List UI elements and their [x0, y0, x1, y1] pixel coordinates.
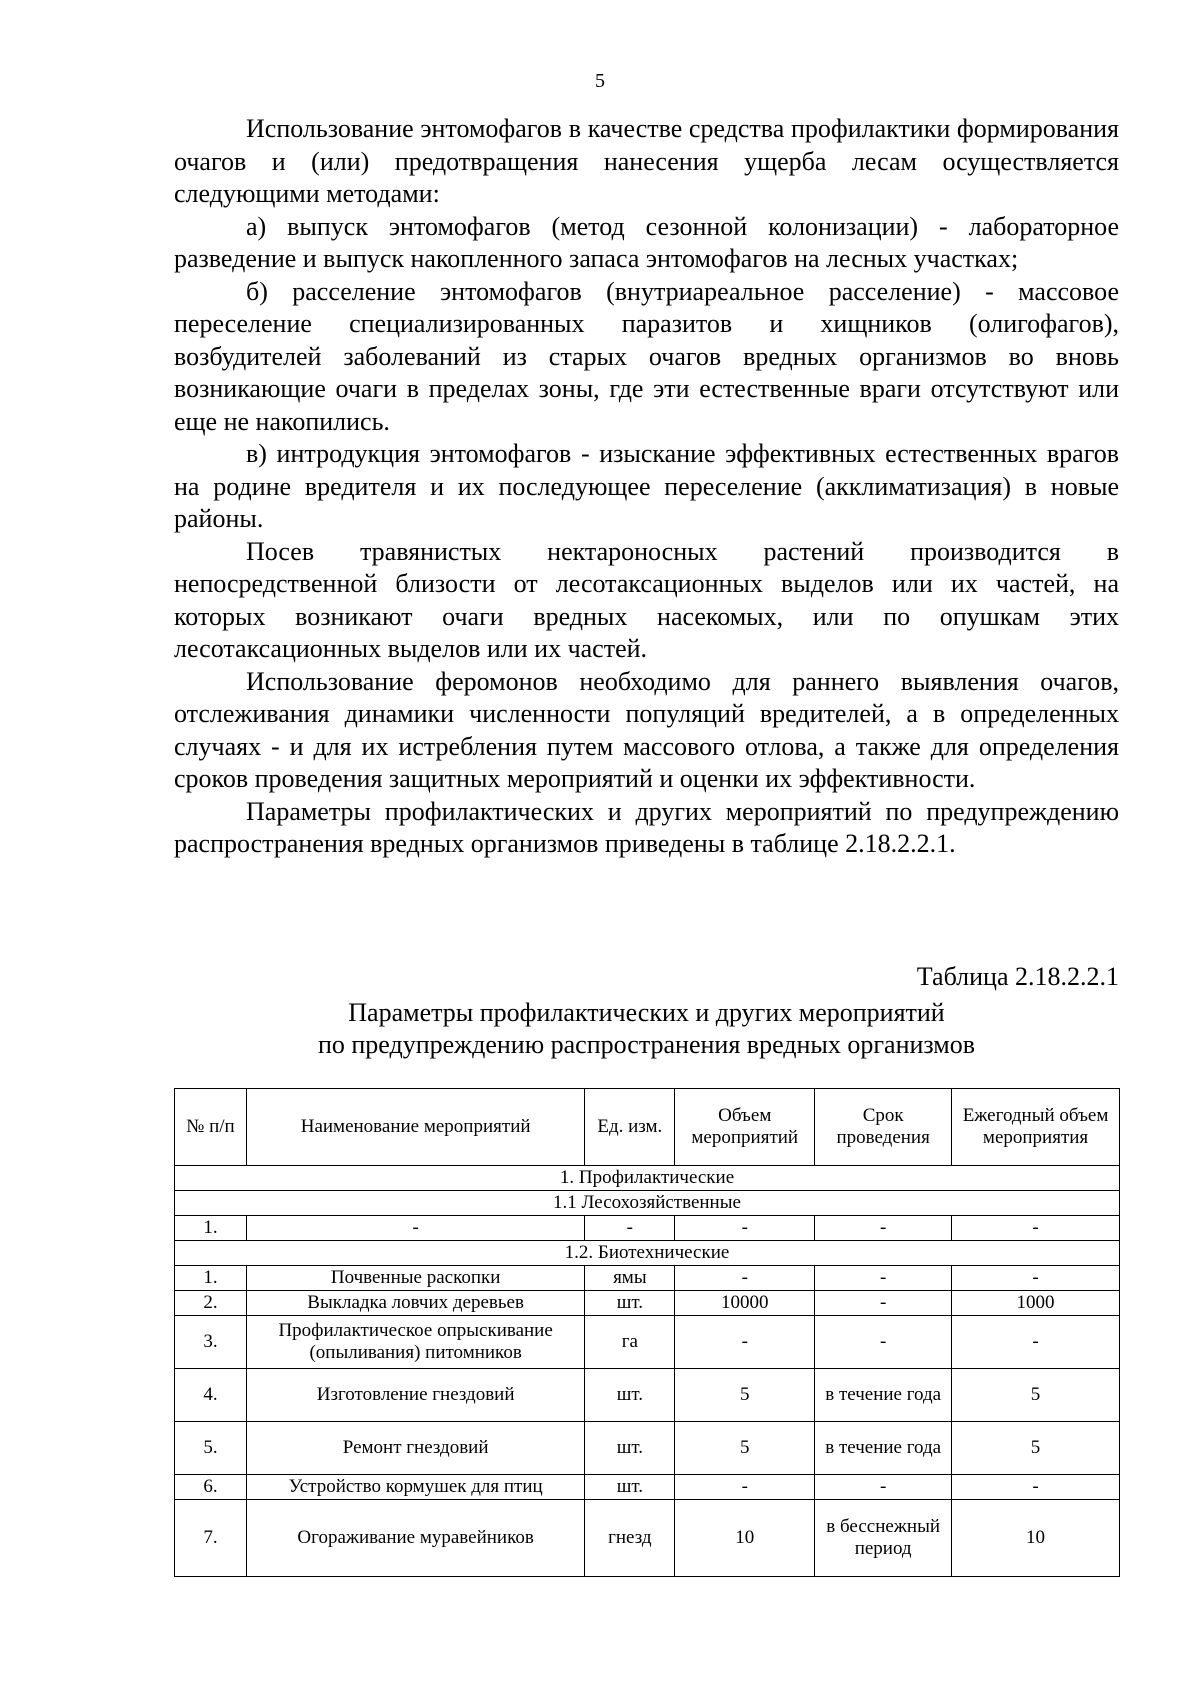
section-row — [175, 1191, 1120, 1216]
cell-name: Почвенные раскопки — [246, 1266, 585, 1291]
cell-num: 6. — [175, 1475, 247, 1500]
cell-volume: 5 — [675, 1422, 815, 1475]
cell-unit: шт. — [585, 1291, 675, 1316]
table-row — [175, 1291, 1120, 1316]
paragraph: Использование феромонов необходимо для раннего выявления очагов, отслеживания динамики численности популяций вредителей, а в определенных случаях - и для их истребления путем массового отлова, а также для определения сроков проведения защитных мероприятий и оценки их эффективности. — [174, 666, 1119, 793]
measures-table — [174, 1088, 1120, 1577]
cell-annual: - — [952, 1216, 1120, 1241]
cell-volume: - — [675, 1266, 815, 1291]
cell-unit: шт. — [585, 1475, 675, 1500]
cell-name: Выкладка ловчих деревьев — [246, 1291, 585, 1316]
table-caption — [174, 997, 1119, 1061]
paragraph: Параметры профилактических и других мероприятий по предупреждению распространения вредных организмов приведены в таблице 2.18.2.2.1. — [174, 796, 1119, 858]
cell-unit: шт. — [585, 1422, 675, 1475]
table-row — [175, 1216, 1120, 1241]
cell-name: Изготовление гнездовий — [246, 1369, 585, 1422]
paragraph: Посев травянистых нектароносных растений производится в непосредственной близости от лесотаксационных выделов или их частей, на которых возникают очаги вредных насекомых, или по опушкам этих лесотаксационных выделов или их частей. — [174, 536, 1119, 663]
cell-term: в течение года — [815, 1422, 952, 1475]
cell-volume: - — [675, 1316, 815, 1369]
paragraph: Использование энтомофагов в качестве средства профилактики формирования очагов и (или) предотвращения нанесения ущерба лесам осуществляется следующими методами: — [174, 114, 1119, 208]
cell-term: - — [815, 1216, 952, 1241]
cell-num: 7. — [175, 1500, 247, 1577]
cell-volume: 5 — [675, 1369, 815, 1422]
cell-term: - — [815, 1316, 952, 1369]
paragraph: а) выпуск энтомофагов (метод сезонной колонизации) - лабораторное разведение и выпуск накопленного запаса энтомофагов на лесных участках; — [174, 211, 1119, 273]
paragraph: б) расселение энтомофагов (внутриареальное расселение) - массовое переселение специализированных паразитов и хищников (олигофагов), возбудителей заболеваний из старых очагов вредных организмов во вновь возникающие очаги в пределах зоны, где эти естественные враги отсутствуют или еще не накопились. — [174, 276, 1119, 436]
cell-name: Профилактическое опрыскивание (опыливания) питомников — [246, 1316, 585, 1369]
section-title: 1.1 Лесохозяйственные — [175, 1191, 1120, 1216]
table-caption-line: Параметры профилактических и других мероприятий — [348, 998, 945, 1027]
table-row — [175, 1316, 1120, 1369]
cell-annual: 5 — [952, 1369, 1120, 1422]
body-text — [174, 113, 1119, 861]
cell-num: 1. — [175, 1216, 247, 1241]
cell-num: 2. — [175, 1291, 247, 1316]
cell-name: - — [246, 1216, 585, 1241]
header-name: Наименование мероприятий — [246, 1089, 585, 1166]
section-row — [175, 1166, 1120, 1191]
cell-annual: 1000 — [952, 1291, 1120, 1316]
cell-unit: га — [585, 1316, 675, 1369]
table-number: Таблица 2.18.2.2.1 — [916, 962, 1119, 991]
cell-annual: - — [952, 1316, 1120, 1369]
cell-num: 1. — [175, 1266, 247, 1291]
paragraph: в) интродукция энтомофагов - изыскание эффективных естественных врагов на родине вредителя и их последующее переселение (акклиматизация) в новые районы. — [174, 439, 1119, 533]
cell-volume: - — [675, 1475, 815, 1500]
cell-num: 5. — [175, 1422, 247, 1475]
cell-num: 3. — [175, 1316, 247, 1369]
header-annual: Ежегодный объем мероприятия — [952, 1089, 1120, 1166]
cell-annual: 10 — [952, 1500, 1120, 1577]
cell-annual: - — [952, 1475, 1120, 1500]
section-row — [175, 1241, 1120, 1266]
header-num: № п/п — [175, 1089, 247, 1166]
cell-unit: шт. — [585, 1369, 675, 1422]
table-row — [175, 1266, 1120, 1291]
table-caption-line: по предупреждению распространения вредных организмов — [317, 1030, 976, 1059]
cell-unit: ямы — [585, 1266, 675, 1291]
cell-name: Ремонт гнездовий — [246, 1422, 585, 1475]
cell-num: 4. — [175, 1369, 247, 1422]
header-volume: Объем мероприятий — [675, 1089, 815, 1166]
table-row — [175, 1500, 1120, 1577]
header-unit: Ед. изм. — [585, 1089, 675, 1166]
section-title: 1. Профилактические — [175, 1166, 1120, 1191]
cell-annual: - — [952, 1266, 1120, 1291]
cell-term: в течение года — [815, 1369, 952, 1422]
table-row — [175, 1475, 1120, 1500]
cell-volume: - — [675, 1216, 815, 1241]
cell-term: в бесснежный период — [815, 1500, 952, 1577]
page-number: 5 — [595, 70, 605, 92]
cell-annual: 5 — [952, 1422, 1120, 1475]
cell-term: - — [815, 1266, 952, 1291]
cell-term: - — [815, 1475, 952, 1500]
cell-name: Огораживание муравейников — [246, 1500, 585, 1577]
cell-volume: 10000 — [675, 1291, 815, 1316]
cell-name: Устройство кормушек для птиц — [246, 1475, 585, 1500]
table-row — [175, 1369, 1120, 1422]
cell-unit: гнезд — [585, 1500, 675, 1577]
header-term: Срок проведения — [815, 1089, 952, 1166]
table-header-row — [175, 1089, 1120, 1166]
section-title: 1.2. Биотехнические — [175, 1241, 1120, 1266]
cell-volume: 10 — [675, 1500, 815, 1577]
table-row — [175, 1422, 1120, 1475]
cell-term: - — [815, 1291, 952, 1316]
cell-unit: - — [585, 1216, 675, 1241]
